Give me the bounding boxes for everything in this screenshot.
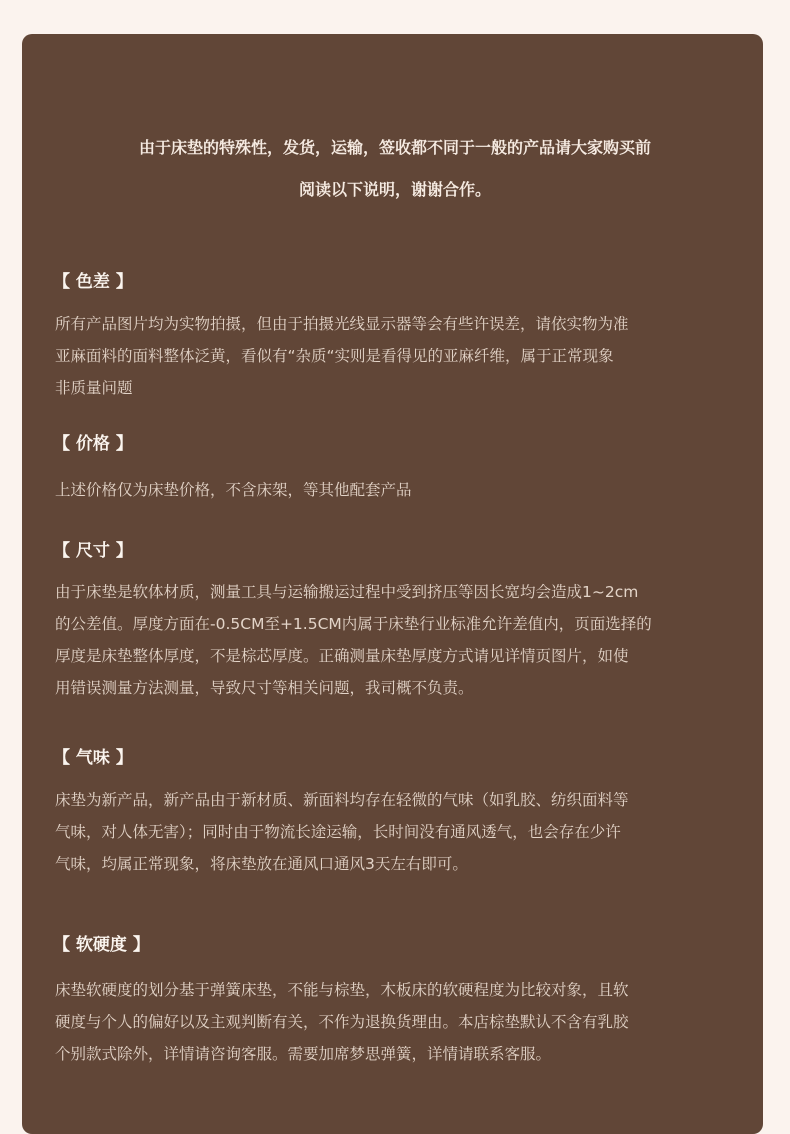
body-line: 厚度是床垫整体厚度，不是棕芯厚度。正确测量床垫厚度方式请见详情页图片，如使	[55, 647, 629, 665]
section-heading-color-difference: 【 色差 】	[53, 272, 133, 292]
section-body-firmness	[55, 974, 745, 1070]
body-line: 上述价格仅为床垫价格，不含床架，等其他配套产品	[55, 481, 412, 499]
body-line: 非质量问题	[55, 379, 133, 397]
intro-line-2: 阅读以下说明，谢谢合作。	[298, 180, 491, 199]
body-line: 床垫软硬度的划分基于弹簧床垫，不能与棕垫，木板床的软硬程度为比较对象，且软	[55, 981, 629, 999]
body-line: 个别款式除外，详情请咨询客服。需要加席梦思弹簧，详情请联系客服。	[55, 1045, 552, 1063]
body-line: 气味，对人体无害）；同时由于物流长途运输，长时间没有通风透气，也会存在少许	[55, 823, 621, 841]
section-body-price	[55, 474, 745, 506]
body-line: 亚麻面料的面料整体泛黄，看似有“杂质“实则是看得见的亚麻纤维，属于正常现象	[55, 347, 614, 365]
body-line: 气味，均属正常现象，将床垫放在通风口通风3天左右即可。	[55, 855, 468, 873]
body-line: 床垫为新产品，新产品由于新材质、新面料均存在轻微的气味（如乳胶、纺织面料等	[55, 791, 629, 809]
section-body-size	[55, 576, 745, 704]
body-line: 由于床垫是软体材质，测量工具与运输搬运过程中受到挤压等因长宽均会造成1~2cm	[55, 583, 639, 601]
body-line: 的公差值。厚度方面在-0.5CM至+1.5CM内属于床垫行业标准允许差值内，页面选择的	[55, 615, 652, 633]
intro-line-1: 由于床垫的特殊性，发货，运输，签收都不同于一般的产品请大家购买前	[138, 138, 651, 157]
section-body-color-difference	[55, 308, 745, 404]
body-line: 用错误测量方法测量，导致尺寸等相关问题，我司概不负责。	[55, 679, 474, 697]
section-heading-size: 【 尺寸 】	[53, 541, 133, 561]
body-line: 所有产品图片均为实物拍摄，但由于拍摄光线显示器等会有些许误差，请依实物为准	[55, 315, 629, 333]
section-heading-price: 【 价格 】	[53, 434, 133, 454]
section-heading-firmness: 【 软硬度 】	[53, 935, 150, 955]
section-heading-odor: 【 气味 】	[53, 748, 133, 768]
body-line: 硬度与个人的偏好以及主观判断有关，不作为退换货理由。本店棕垫默认不含有乳胶	[55, 1013, 629, 1031]
section-body-odor	[55, 784, 745, 880]
